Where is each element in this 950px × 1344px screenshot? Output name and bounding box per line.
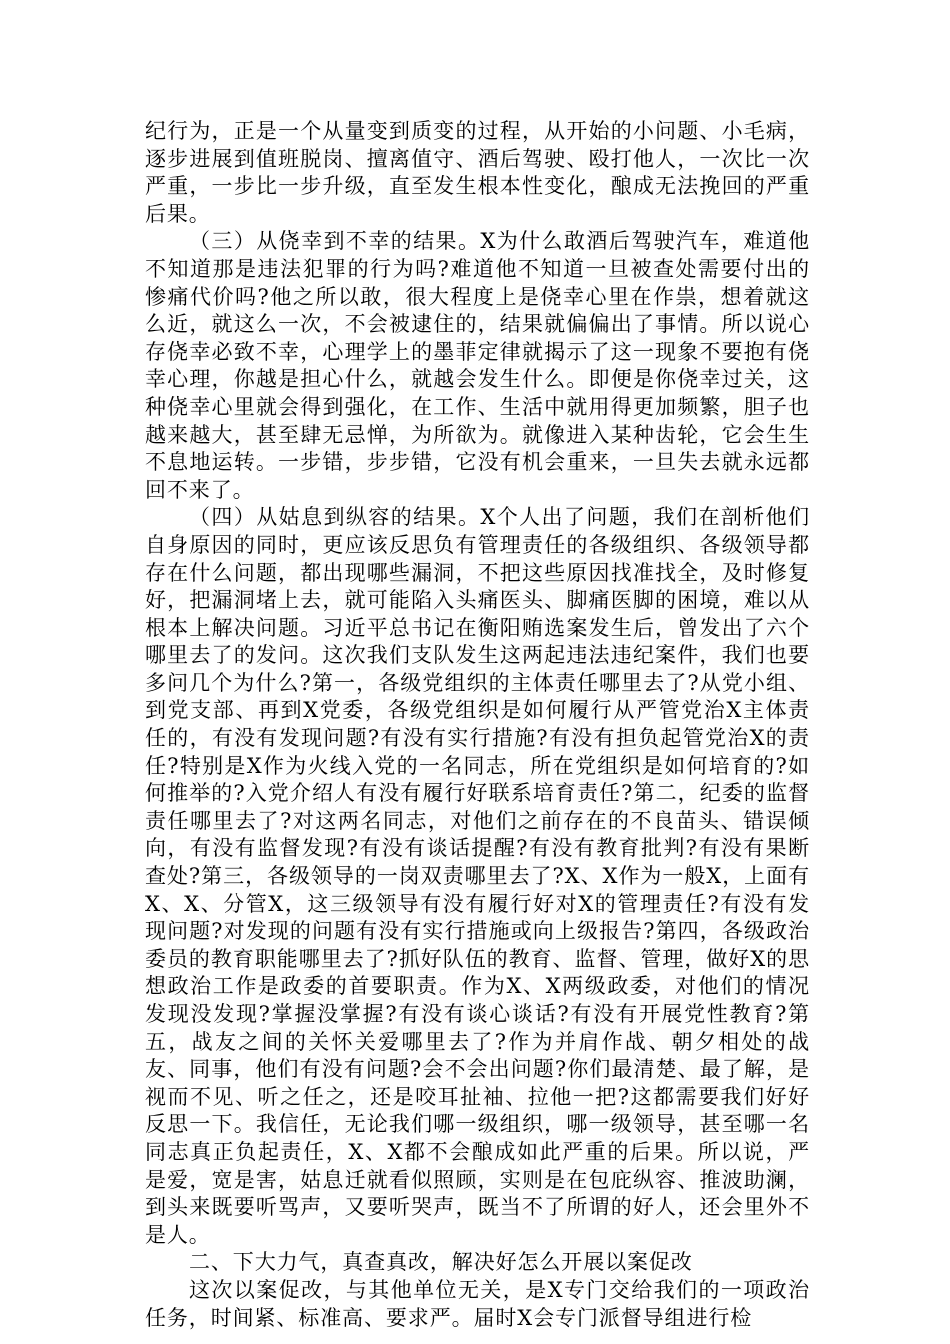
paragraph-luck-to-misfortune: （三）从侥幸到不幸的结果。X为什么敢酒后驾驶汽车，难道他不知道那是违法犯罪的行为吗?难道他不知道一旦被查处需要付出的惨痛代价吗?他之所以敢，很大程度上是侥幸心里在作祟，想着就这么近，就这么一次，不会被逮住的，结果就偏偏出了事情。所以说心存侥幸必致不幸，心理学上的墨菲定律就揭示了这一现象不要抱有侥幸心理，你越是担心什么，就越会发生什么。即便是你侥幸过关，这种侥幸心里就会得到强化，在工作、生活中就用得更加频繁，胆子也越来越大，甚至肆无忌惮，为所欲为。就像进入某种齿轮，它会生生不息地运转。一步错，步步错，它没有机会重来，一旦失去就永远都回不来了。: [145, 229, 810, 502]
section-heading-two: 二、下大力气，真查真改，解决好怎么开展以案促改: [189, 1250, 693, 1275]
paragraph-violation-process: 纪行为，正是一个从量变到质变的过程，从开始的小问题、小毛病，逐步进展到值班脱岗、擅离值守、酒后驾驶、殴打他人，一次比一次严重，一步比一步升级，直至发生根本性变化，酿成无法挽回的严重后果。: [145, 119, 810, 226]
document-body: [145, 118, 810, 1332]
paragraph-indulgence-to-connivance: （四）从姑息到纵容的结果。X个人出了问题，我们在剖析他们自身原因的同时，更应该反思负有管理责任的各级组织、各级领导都存在什么问题，都出现哪些漏洞，不把这些原因找准找全，及时修复好，把漏洞堵上去，就可能陷入头痛医头、脚痛医脚的困境，难以从根本上解决问题。习近平总书记在衡阳贿选案发生后，曾发出了六个哪里去了的发问。这次我们支队发生这两起违法违纪案件，我们也要多问几个为什么?第一，各级党组织的主体责任哪里去了?从党小组、到党支部、再到X党委，各级党组织是如何履行从严管党治X主体责任的，有没有发现问题?有没有实行措施?有没有担负起管党治X的责任?特别是X作为火线入党的一名同志，所在党组织是如何培育的?如何推举的?入党介绍人有没有履行好联系培育责任?第二，纪委的监督责任哪里去了?对这两名同志，对他们之前存在的不良苗头、错误倾向，有没有监督发现?有没有谈话提醒?有没有教育批判?有没有果断查处?第三，各级领导的一岗双责哪里去了?X、X作为一般X，上面有X、X、分管X，这三级领导有没有履行好对X的管理责任?有没有发现问题?对发现的问题有没有实行措施或向上级报告?第四，各级政治委员的教育职能哪里去了?抓好队伍的教育、监督、管理，做好X的思想政治工作是政委的首要职责。作为X、X两级政委，对他们的情况发现没发现?掌握没掌握?有没有谈心谈话?有没有开展党性教育?第五，战友之间的关怀关爱哪里去了?作为并肩作战、朝夕相处的战友、同事，他们有没有问题?会不会出问题?你们最清楚、最了解，是视而不见、听之任之，还是咬耳扯袖、拉他一把?这都需要我们好好反思一下。我信任，无论我们哪一级组织，哪一级领导，甚至哪一名同志真正负起责任，X、X都不会酿成如此严重的后果。所以说，严是爱，宽是害，姑息迁就看似照顾，实则是在包庇纵容、推波助澜，到头来既要听骂声，又要听哭声，既当不了所谓的好人，还会里外不是人。: [145, 505, 810, 1247]
paragraph-rectification-task: 这次以案促改，与其他单位无关，是X专门交给我们的一项政治任务，时间紧、标准高、要求严。届时X会专门派督导组进行检: [145, 1277, 810, 1330]
